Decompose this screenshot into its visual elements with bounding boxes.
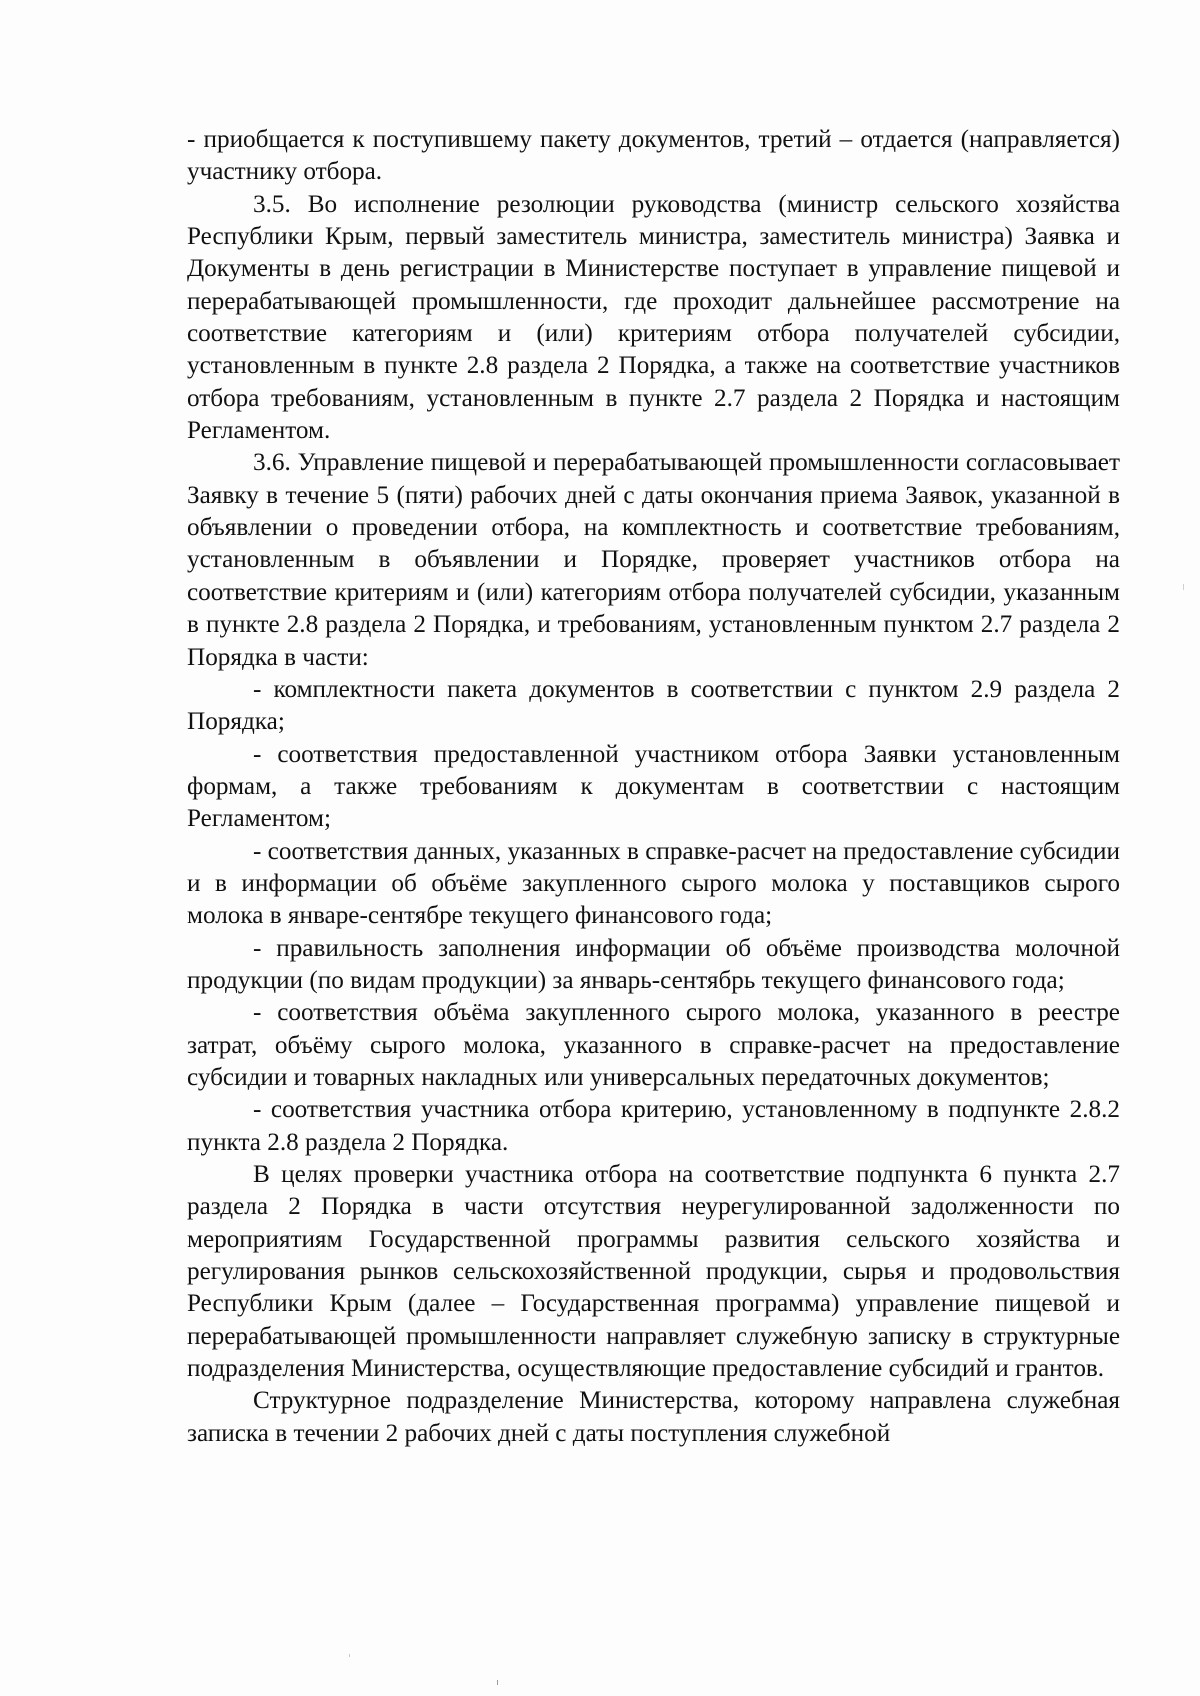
paragraph-3-6: 3.6. Управление пищевой и перерабатывающей промышленности согласовывает Заявку в течение 5 (пяти) рабочих дней с даты окончания приема Заявок, указанной в объявлении о проведении отбора, на комплектность и соответствие требованиям, установленным в объявлении и Порядке, проверяет участников отбора на соответствие критериям и (или) категориям отбора получателей субсидии, указанным в пункте 2.8 раздела 2 Порядка, и требованиям, установленным пунктом 2.7 раздела 2 Порядка в части:	[187, 449, 1120, 671]
list-item-volume-match: - соответствия объёма закупленного сырого молока, указанного в реестре затрат, объёму сырого молока, указанного в справке-расчет на предоставление субсидии и товарных накладных или универсальных передаточных документов;	[187, 999, 1120, 1091]
document-body	[187, 124, 1120, 1450]
list-item-production-info: - правильность заполнения информации об объёме производства молочной продукции (по видам продукции) за январь-сентябрь текущего финансового года;	[187, 934, 1120, 994]
scan-speck	[1183, 584, 1184, 590]
scan-speck	[349, 1654, 350, 1657]
list-item-forms: - соответствия предоставленной участником отбора Заявки установленным формам, а также требованиям к документам в соответствии с настоящим Регламентом;	[187, 740, 1120, 833]
paragraph-1: - приобщается к поступившему пакету документов, третий – отдается (направляется) участнику отбора.	[187, 126, 1120, 186]
paragraph-structural-unit: Структурное подразделение Министерства, которому направлена служебная записка в течении 2 рабочих дней с даты поступления служебной	[187, 1387, 1120, 1447]
paragraph-state-program: В целях проверки участника отбора на соответствие подпункта 6 пункта 2.7 раздела 2 Порядка в части отсутствия неурегулированной задолженности по мероприятиям Государственной программы развития сельского хозяйства и регулирования рынков сельскохозяйственной продукции, сырья и продовольствия Республики Крым (далее – Государственная программа) управление пищевой и перерабатывающей промышленности направляет служебную записку в структурные подразделения Министерства, осуществляющие предоставление субсидий и грантов.	[187, 1161, 1120, 1383]
list-item-completeness: - комплектности пакета документов в соответствии с пунктом 2.9 раздела 2 Порядка;	[187, 675, 1120, 736]
list-item-criterion: - соответствия участника отбора критерию, установленному в подпункте 2.8.2 пункта 2.8 раздела 2 Порядка.	[187, 1096, 1120, 1156]
scan-speck	[497, 1680, 498, 1685]
list-item-data-match: - соответствия данных, указанных в справке-расчет на предоставление субсидии и в информации об объёме закупленного сырого молока у поставщиков сырого молока в январе-сентябре текущего финансового года;	[187, 837, 1120, 930]
paragraph-3-5: 3.5. Во исполнение резолюции руководства (министр сельского хозяйства Республики Крым, первый заместитель министра, заместитель министра) Заявка и Документы в день регистрации в Министерстве поступает в управление пищевой и перерабатывающей промышленности, где проходит дальнейшее рассмотрение на соответствие категориям и (или) критериям отбора получателей субсидии, установленным в пункте 2.8 раздела 2 Порядка, а также на соответствие участников отбора требованиям, установленным в пункте 2.7 раздела 2 Порядка и настоящим Регламентом.	[187, 190, 1120, 445]
